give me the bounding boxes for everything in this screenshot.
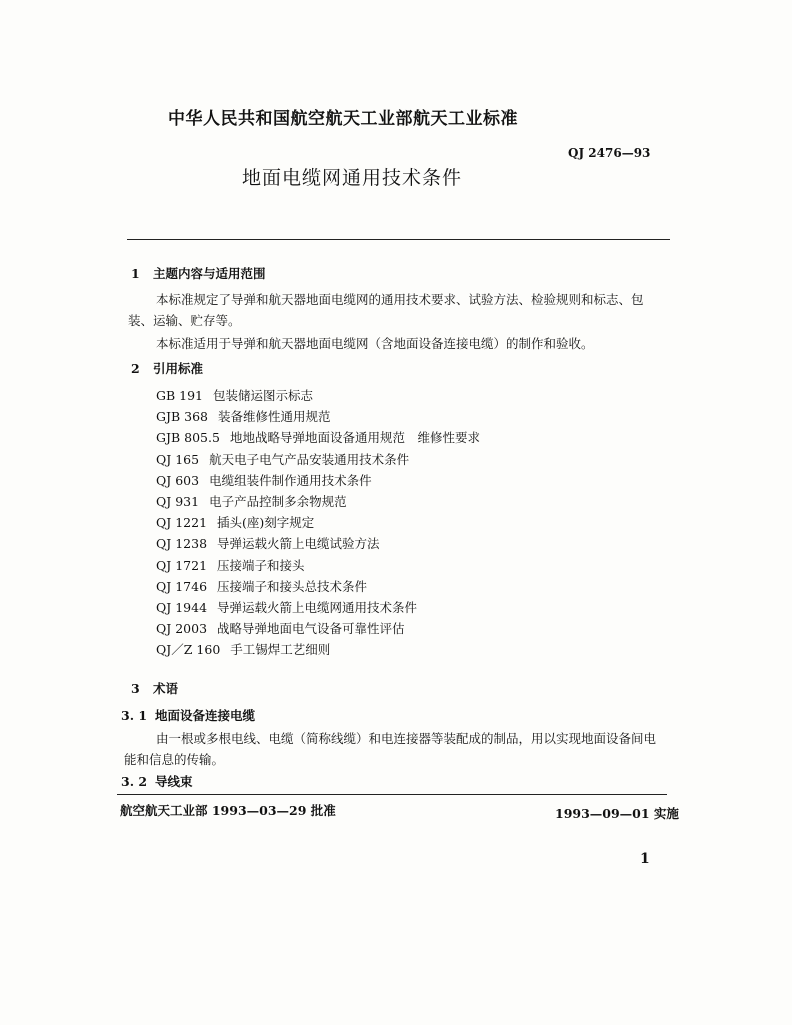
ref-title: 包装储运图示标志 <box>213 388 314 403</box>
list-item <box>156 555 480 576</box>
section-1-heading <box>131 264 266 282</box>
ref-code: GB 191 <box>156 388 204 403</box>
ref-code: QJ 603 <box>156 472 200 488</box>
page-number: 1 <box>640 851 650 867</box>
section-number: 3. 2 <box>121 774 148 789</box>
section-number: 1 <box>131 266 140 281</box>
ref-title: 手工锡焊工艺细则 <box>230 642 331 658</box>
section-title: 引用标准 <box>153 361 204 376</box>
ref-code: QJ 1746 <box>156 578 208 594</box>
ref-title: 战略导弹地面电气设备可靠性评估 <box>217 621 405 637</box>
section-2-heading <box>131 359 203 377</box>
ref-title: 电子产品控制多余物规范 <box>209 493 347 509</box>
list-item <box>156 406 480 427</box>
list-item <box>156 491 480 512</box>
list-item <box>156 618 480 639</box>
ref-code: QJ 1944 <box>156 599 208 615</box>
ref-title: 装备维修性通用规范 <box>218 409 331 425</box>
ref-title: 地地战略导弹地面设备通用规范 维修性要求 <box>229 430 480 446</box>
section-number: 3. 1 <box>121 708 148 723</box>
header-divider <box>127 239 670 240</box>
section-3-1-paragraph: 由一根或多根电线、电缆（简称线缆）和电连接器等装配成的制品，用以实现地面设备间电能和信息的传输。 <box>124 731 657 767</box>
ref-title: 压接端子和接头 <box>217 557 305 573</box>
section-title: 地面设备连接电缆 <box>155 708 256 723</box>
section-number: 3 <box>131 681 140 696</box>
ref-title: 压接端子和接头总技术条件 <box>217 578 368 594</box>
section-title: 主题内容与适用范围 <box>153 266 266 281</box>
list-item <box>156 576 480 597</box>
section-title: 术语 <box>153 681 179 696</box>
ref-code: QJ 165 <box>156 451 200 467</box>
list-item <box>156 385 480 406</box>
approval-date: 航空航天工业部 1993—03—29 批准 <box>120 803 336 818</box>
list-item <box>156 597 480 618</box>
list-item <box>156 427 480 448</box>
ref-title: 航天电子电气产品安装通用技术条件 <box>209 451 410 467</box>
section-title: 导线束 <box>155 774 193 789</box>
ref-title: 导弹运载火箭上电缆网通用技术条件 <box>217 599 418 615</box>
ref-code: QJ 1721 <box>156 557 208 573</box>
list-item <box>156 533 480 554</box>
section-1-paragraph-1: 本标准规定了导弹和航天器地面电缆网的通用技术要求、试验方法、检验规则和标志、包装、运输、贮存等。 <box>128 292 644 328</box>
footer-divider <box>117 794 667 795</box>
ref-code: QJ 931 <box>156 493 200 509</box>
list-item <box>156 449 480 470</box>
list-item <box>156 639 480 660</box>
ref-title: 导弹运载火箭上电缆试验方法 <box>217 536 380 552</box>
ref-code: QJ／Z 160 <box>156 642 221 658</box>
standard-body-heading: 中华人民共和国航空航天工业部航天工业标准 <box>168 109 518 129</box>
section-3-2-heading <box>121 772 193 790</box>
ref-code: GJB 368 <box>156 409 209 425</box>
document-title: 地面电缆网通用技术条件 <box>242 167 463 189</box>
ref-code: QJ 1238 <box>156 536 208 552</box>
ref-title: 电缆组装件制作通用技术条件 <box>209 472 372 488</box>
ref-code: QJ 1221 <box>156 515 208 531</box>
ref-code: QJ 2003 <box>156 621 208 637</box>
section-3-1-heading <box>121 706 255 724</box>
referenced-standards-list <box>156 385 480 660</box>
standard-number: QJ 2476—93 <box>568 146 651 160</box>
list-item <box>156 470 480 491</box>
section-number: 2 <box>131 361 140 376</box>
implementation-date: 1993—09—01 实施 <box>555 806 679 821</box>
section-1-paragraph-2: 本标准适用于导弹和航天器地面电缆网（含地面设备连接电缆）的制作和验收。 <box>156 336 594 351</box>
section-3-heading <box>131 679 178 697</box>
ref-title: 插头(座)刻字规定 <box>217 515 315 531</box>
ref-code: GJB 805.5 <box>156 430 220 446</box>
list-item <box>156 512 480 533</box>
